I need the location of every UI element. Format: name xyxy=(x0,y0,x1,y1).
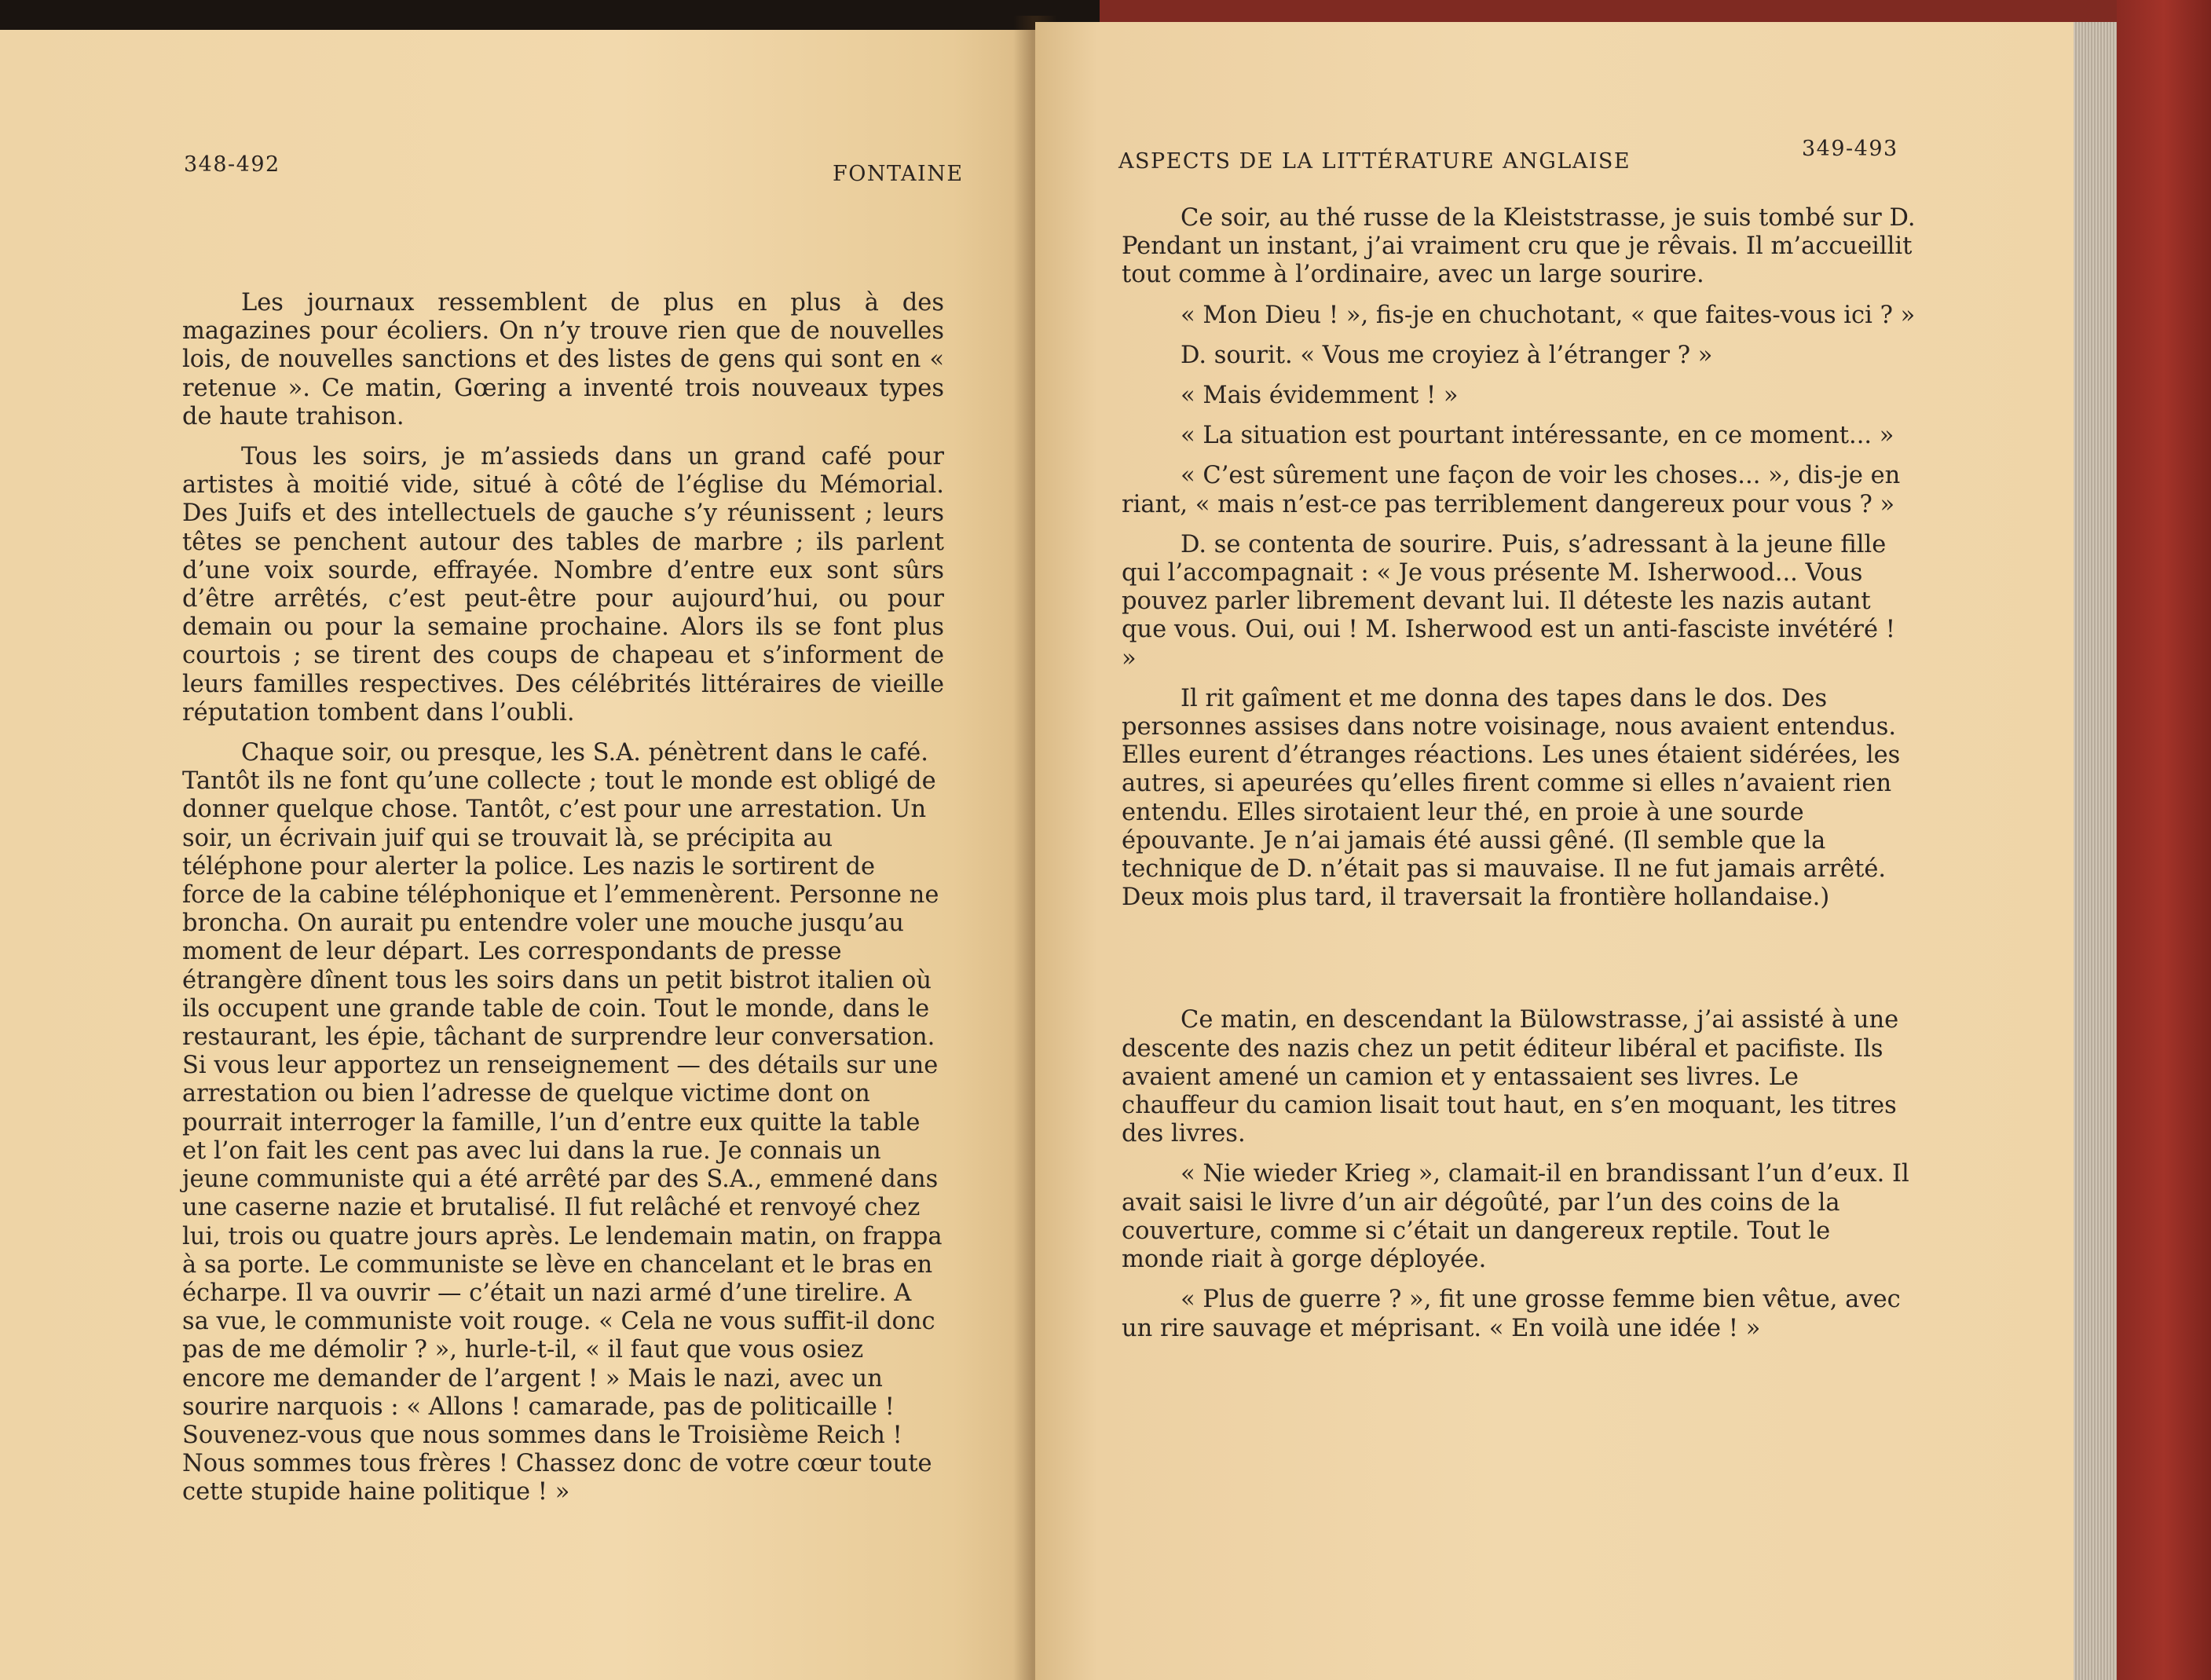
paragraph: « Mais évidemment ! » xyxy=(1181,382,1459,410)
paragraph: D. sourit. « Vous me croyiez à l’étranger ? » xyxy=(1181,341,1713,369)
paragraph: « Mon Dieu ! », fis-je en chuchotant, « que faites-vous ici ? » xyxy=(1181,301,1916,329)
book-cover-edge xyxy=(2117,0,2211,1680)
paragraph: Il rit gaîment et me donna des tapes dans le dos. Des personnes assises dans notre voisinage, nous avaient entendus. Elles eurent d’étranges réactions. Les unes étaient sidérées, les autres, si apeurées qu’elles firent comme si elles n’avaient rien entendu. Elles sirotaient leur thé, en proie à une sourde épouvante. Je n’ai jamais été aussi gêné. (Il semble que la technique de D. n’était pas si mauvaise. Il ne fut jamais arrêté. Deux mois plus tard, il traversait la frontière hollandaise.) xyxy=(1122,684,1901,912)
right-page xyxy=(1035,22,2074,1680)
page-edges xyxy=(2074,22,2117,1680)
top-band xyxy=(1100,0,2211,22)
paragraph: « Nie wieder Krieg », clamait-il en brandissant l’un d’eux. Il avait saisi le livre d’un air dégoûté, par l’un des coins de la couverture, comme si c’était un dangereux reptile. Tout le monde riait à gorge déployée. xyxy=(1122,1160,1909,1274)
paragraph: Ce matin, en descendant la Bülowstrasse, j’ai assisté à une descente des nazis chez un petit éditeur libéral et pacifiste. Ils avaient amené un camion et y entassaient ses livres. Le chauffeur du camion lisait tout haut, en s’en moquant, les titres des livres. xyxy=(1122,1006,1899,1148)
right-page-number: 349-493 xyxy=(1802,137,1898,161)
left-page-number: 348-492 xyxy=(184,152,280,177)
right-running-head: ASPECTS DE LA LITTÉRATURE ANGLAISE xyxy=(1118,149,1631,174)
paragraph: « C’est sûrement une façon de voir les choses... », dis-je en riant, « mais n’est-ce pas terriblement dangereux pour vous ? » xyxy=(1122,462,1901,518)
paragraph: Tous les soirs, je m’assieds dans un grand café pour artistes à moitié vide, situé à côté de l’église du Mémorial. Des Juifs et des intellectuels de gauche s’y réunissent ; leurs têtes se penchent autour des tables de marbre ; ils parlent d’une voix sourde, effrayée. Nombre d’entre eux sont sûrs d’être arrêtés, c’est peut-être pour aujourd’hui, ou pour demain ou pour la semaine prochaine. Alors ils se font plus courtois ; se tirent des coups de chapeau et s’informent de leurs familles respectives. Des célébrités littéraires de vieille réputation tombent dans l’oubli. xyxy=(182,443,944,727)
paragraph: « La situation est pourtant intéressante, en ce moment... » xyxy=(1181,422,1894,450)
right-page-text xyxy=(1122,204,1916,1343)
left-running-head: FONTAINE xyxy=(833,162,964,186)
paragraph: « Plus de guerre ? », fit une grosse femme bien vêtue, avec un rire sauvage et méprisant. « En voilà une idée ! » xyxy=(1122,1286,1901,1342)
paragraph: Les journaux ressemblent de plus en plus à des magazines pour écoliers. On n’y trouve rien que de nouvelles lois, de nouvelles sanctions et des listes de gens qui sont en « retenue ». Ce matin, Gœring a inventé trois nouveaux types de haute trahison. xyxy=(182,289,944,430)
paragraph: Ce soir, au thé russe de la Kleiststrasse, je suis tombé sur D. Pendant un instant, j’ai vraiment cru que je rêvais. Il m’accueillit tout comme à l’ordinaire, avec un large sourire. xyxy=(1122,204,1916,289)
left-page-text xyxy=(182,289,944,1507)
left-page xyxy=(0,30,1035,1680)
paragraph: Chaque soir, ou presque, les S.A. pénètrent dans le café. Tantôt ils ne font qu’une collecte ; tout le monde est obligé de donner quelque chose. Tantôt, c’est pour une arrestation. Un soir, un écrivain juif qui se trouvait là, se précipita au téléphone pour alerter la police. Les nazis le sortirent de force de la cabine téléphonique et l’emmenèrent. Personne ne broncha. On aurait pu entendre voler une mouche jusqu’au moment de leur départ. Les correspondants de presse étrangère dînent tous les soirs dans un petit bistrot italien où ils occupent une grande table de coin. Tout le monde, dans le restaurant, les épie, tâchant de surprendre leur conversation. Si vous leur apportez un renseignement — des détails sur une arrestation ou bien l’adresse de quelque victime dont on pourrait interroger la famille, l’un d’entre eux quitte la table et l’on fait les cent pas avec lui dans la rue. Je connais un jeune communiste qui a été arrêté par des S.A., emmené dans une caserne nazie et brutalisé. Il fut relâché et renvoyé chez lui, trois ou quatre jours après. Le lendemain matin, on frappa à sa porte. Le communiste se lève en chancelant et le bras en écharpe. Il va ouvrir — c’était un nazi armé d’une tirelire. A sa vue, le communiste voit rouge. « Cela ne vous suffit-il donc pas de me démolir ? », hurle-t-il, « il faut que vous osiez encore me demander de l’argent ! » Mais le nazi, avec un sourire narquois : « Allons ! camarade, pas de politicaille ! Souvenez-vous que nous sommes dans le Troisième Reich ! Nous sommes tous frères ! Chassez donc de votre cœur toute cette stupide haine politique ! » xyxy=(182,739,943,1506)
paragraph: D. se contenta de sourire. Puis, s’adressant à la jeune fille qui l’accompagnait : « Je vous présente M. Isherwood... Vous pouvez parler librement devant lui. Il déteste les nazis autant que vous. Oui, oui ! M. Isherwood est un anti-fasciste invétéré ! » xyxy=(1122,530,1895,672)
